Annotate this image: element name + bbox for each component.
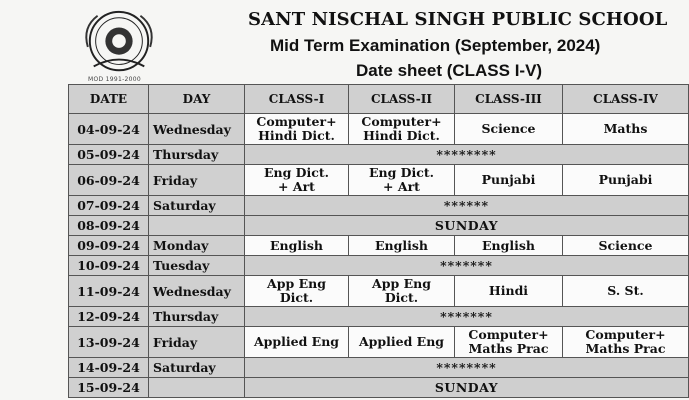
subject-cell: Computer+ Hindi Dict. bbox=[349, 114, 455, 145]
date-cell: 15-09-24 bbox=[69, 378, 149, 398]
date-cell: 08-09-24 bbox=[69, 216, 149, 236]
date-cell: 12-09-24 bbox=[69, 307, 149, 327]
day-cell: Friday bbox=[149, 327, 245, 358]
sunday-cell: SUNDAY bbox=[245, 378, 689, 398]
day-cell: Thursday bbox=[149, 145, 245, 165]
table-row bbox=[69, 145, 689, 165]
subject-cell: Punjabi bbox=[563, 165, 689, 196]
holiday-cell: ****** bbox=[245, 196, 689, 216]
day-cell: Monday bbox=[149, 236, 245, 256]
table-row bbox=[69, 276, 689, 307]
day-cell: Saturday bbox=[149, 196, 245, 216]
subject-cell: Applied Eng bbox=[245, 327, 349, 358]
subject-cell: Eng Dict. + Art bbox=[245, 165, 349, 196]
subject-cell: Hindi bbox=[455, 276, 563, 307]
date-cell: 10-09-24 bbox=[69, 256, 149, 276]
subject-cell: Science bbox=[563, 236, 689, 256]
subject-cell: Computer+ Maths Prac bbox=[455, 327, 563, 358]
subject-cell: Computer+ Hindi Dict. bbox=[245, 114, 349, 145]
school-emblem-icon bbox=[80, 8, 158, 80]
day-cell: Thursday bbox=[149, 307, 245, 327]
subject-cell: English bbox=[245, 236, 349, 256]
subject-cell: S. St. bbox=[563, 276, 689, 307]
subject-cell: App Eng Dict. bbox=[245, 276, 349, 307]
subject-cell: App Eng Dict. bbox=[349, 276, 455, 307]
sunday-cell: SUNDAY bbox=[245, 216, 689, 236]
school-name: SANT NISCHAL SINGH PUBLIC SCHOOL bbox=[248, 9, 668, 30]
table-row bbox=[69, 165, 689, 196]
column-header: DATE bbox=[69, 85, 149, 114]
column-header: CLASS-II bbox=[349, 85, 455, 114]
table-row bbox=[69, 256, 689, 276]
exam-title: Mid Term Examination (September, 2024) bbox=[270, 36, 601, 55]
column-header: CLASS-III bbox=[455, 85, 563, 114]
day-cell: Wednesday bbox=[149, 114, 245, 145]
holiday-cell: ******* bbox=[245, 256, 689, 276]
day-cell: Wednesday bbox=[149, 276, 245, 307]
logo-caption: MOD 1991-2000 bbox=[88, 76, 142, 83]
table-row bbox=[69, 307, 689, 327]
date-cell: 04-09-24 bbox=[69, 114, 149, 145]
subject-cell: Maths bbox=[563, 114, 689, 145]
date-sheet-table bbox=[68, 84, 689, 398]
holiday-cell: ******** bbox=[245, 145, 689, 165]
date-cell: 09-09-24 bbox=[69, 236, 149, 256]
subject-cell: Science bbox=[455, 114, 563, 145]
table-row bbox=[69, 378, 689, 398]
table-header-row bbox=[69, 85, 689, 114]
date-cell: 11-09-24 bbox=[69, 276, 149, 307]
table-row bbox=[69, 216, 689, 236]
date-cell: 14-09-24 bbox=[69, 358, 149, 378]
holiday-cell: ******* bbox=[245, 307, 689, 327]
subject-cell: English bbox=[349, 236, 455, 256]
day-cell bbox=[149, 216, 245, 236]
day-cell: Tuesday bbox=[149, 256, 245, 276]
subject-cell: Applied Eng bbox=[349, 327, 455, 358]
date-cell: 13-09-24 bbox=[69, 327, 149, 358]
subject-cell: English bbox=[455, 236, 563, 256]
table-row bbox=[69, 196, 689, 216]
column-header: DAY bbox=[149, 85, 245, 114]
day-cell: Saturday bbox=[149, 358, 245, 378]
holiday-cell: ******** bbox=[245, 358, 689, 378]
table-row bbox=[69, 114, 689, 145]
day-cell: Friday bbox=[149, 165, 245, 196]
table-row bbox=[69, 236, 689, 256]
table-row bbox=[69, 327, 689, 358]
day-cell bbox=[149, 378, 245, 398]
subject-cell: Computer+ Maths Prac bbox=[563, 327, 689, 358]
sheet-title: Date sheet (CLASS I-V) bbox=[356, 61, 543, 80]
column-header: CLASS-IV bbox=[563, 85, 689, 114]
column-header: CLASS-I bbox=[245, 85, 349, 114]
date-cell: 07-09-24 bbox=[69, 196, 149, 216]
subject-cell: Eng Dict. + Art bbox=[349, 165, 455, 196]
date-cell: 05-09-24 bbox=[69, 145, 149, 165]
date-cell: 06-09-24 bbox=[69, 165, 149, 196]
table-row bbox=[69, 358, 689, 378]
subject-cell: Punjabi bbox=[455, 165, 563, 196]
